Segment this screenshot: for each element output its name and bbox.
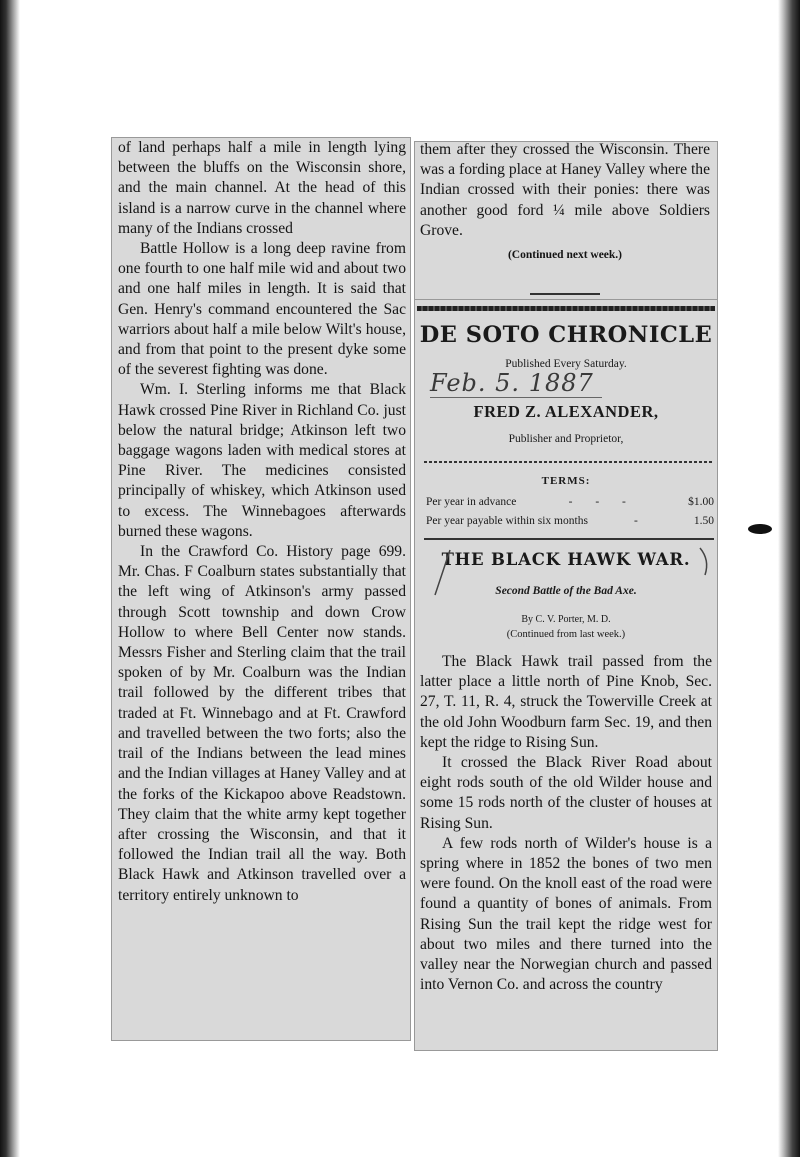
article-paragraph: A few rods north of Wilder's house is a spring where in 1852 the bones of two men were found. On the knoll east of the road were found a quantity of bones of animals. From Rising Sun the trail kept the ridge west for about two miles and there turned into the valley near the Norwegian church and passed into Vernon Co. and across the country bbox=[420, 834, 712, 994]
terms-dots: - bbox=[633, 515, 648, 527]
terms-label: Per year payable within six months bbox=[426, 515, 588, 527]
article-headline: THE BLACK HAWK WAR. bbox=[441, 550, 691, 569]
article-subhead: Second Battle of the Bad Axe. bbox=[495, 585, 637, 597]
continued-from-note: (Continued from last week.) bbox=[506, 629, 626, 640]
editor-role: Publisher and Proprietor, bbox=[508, 433, 624, 445]
article-paragraph: It crossed the Black River Road about eight rods south of the old Wilder house and some 15 rods north of the cluster of houses at Rising Sun. bbox=[420, 754, 712, 832]
terms-label: Per year in advance bbox=[426, 496, 517, 508]
editor-name: FRED Z. ALEXANDER, bbox=[473, 402, 659, 421]
pen-stroke-mark bbox=[415, 540, 715, 600]
divider bbox=[530, 293, 600, 295]
terms-heading: TERMS: bbox=[541, 475, 591, 487]
right-top-paragraph: them after they crossed the Wisconsin. There was a fording place at Haney Valley where the Indian crossed with their ponies: there was another good ford ¼ mile above Soldiers Grove. bbox=[420, 141, 710, 239]
terms-dots: - - - bbox=[568, 496, 636, 508]
published-line: Published Every Saturday. bbox=[505, 358, 627, 370]
left-paragraph: of land perhaps half a mile in length lying between the bluffs on the Wisconsin shore, and the main channel. At the head of this island is a narrow curve in the channel where many of the Indians crossed bbox=[118, 139, 406, 237]
right-top-column bbox=[420, 140, 710, 265]
article-byline: By C. V. Porter, M. D. bbox=[521, 614, 611, 625]
terms-price: $1.00 bbox=[688, 496, 714, 508]
left-paragraph: In the Crawford Co. History page 699. Mr. Chas. F Coalburn states substantially that the left wing of Atkinson's army passed through Scott township and down Crow Hollow to where Bell Center now stands. Messrs Fisher and Sterling claim that the trail spoken of by Mr. Coalburn was the Indian trail followed by the different tribes that traded at Ft. Winnebago and at Ft. Crawford and travelled between the two forts; also the trail of the Indians between the lead mines and the Indian villages at Haney Valley and at the forks of the Kickapoo above Readstown. They claim that the white army kept together after crossing the Wisconsin, and that it followed the Indian trail all the way. Both Black Hawk and Atkinson travelled over a territory entirely unknown to bbox=[118, 543, 406, 904]
article-body bbox=[420, 652, 712, 995]
article-paragraph: The Black Hawk trail passed from the latter place a little north of Pine Knob, Sec. 27, T. 11, R. 4, struck the Towerville Creek at the old John Woodburn farm Sec. 19, and then kept the ridge to Rising Sun. bbox=[420, 653, 712, 751]
page-edge-right bbox=[778, 0, 800, 1157]
continued-next-week: (Continued next week.) bbox=[507, 249, 623, 262]
terms-rule bbox=[424, 461, 714, 463]
handwritten-date: Feb. 5. 1887 bbox=[430, 369, 602, 398]
terms-price: 1.50 bbox=[693, 515, 714, 527]
terms-row bbox=[426, 515, 714, 527]
left-paragraph: Wm. I. Sterling informs me that Black Hawk crossed Pine River in Richland Co. just below the natural bridge; Atkinson left two baggage wagons laden with medical stores at Pine River. The medicines consisted principally of whiskey, which Atkinson used to excess. The Winnebagoes afterwards burned these wagons. bbox=[118, 381, 406, 540]
left-column bbox=[118, 138, 406, 906]
masthead-rule bbox=[417, 306, 715, 311]
page-edge-left bbox=[0, 0, 20, 1157]
masthead-title: DE SOTO CHRONICLE bbox=[419, 322, 713, 348]
terms-row bbox=[426, 496, 714, 508]
ink-blot bbox=[748, 524, 772, 534]
left-paragraph: Battle Hollow is a long deep ravine from one fourth to one half mile wid and about two and one half miles in length. It is said that Gen. Henry's command encountered the Sac warriors about half a mile below Wilt's house, and from that point to the present dyke some of the severest fighting was done. bbox=[118, 240, 406, 379]
